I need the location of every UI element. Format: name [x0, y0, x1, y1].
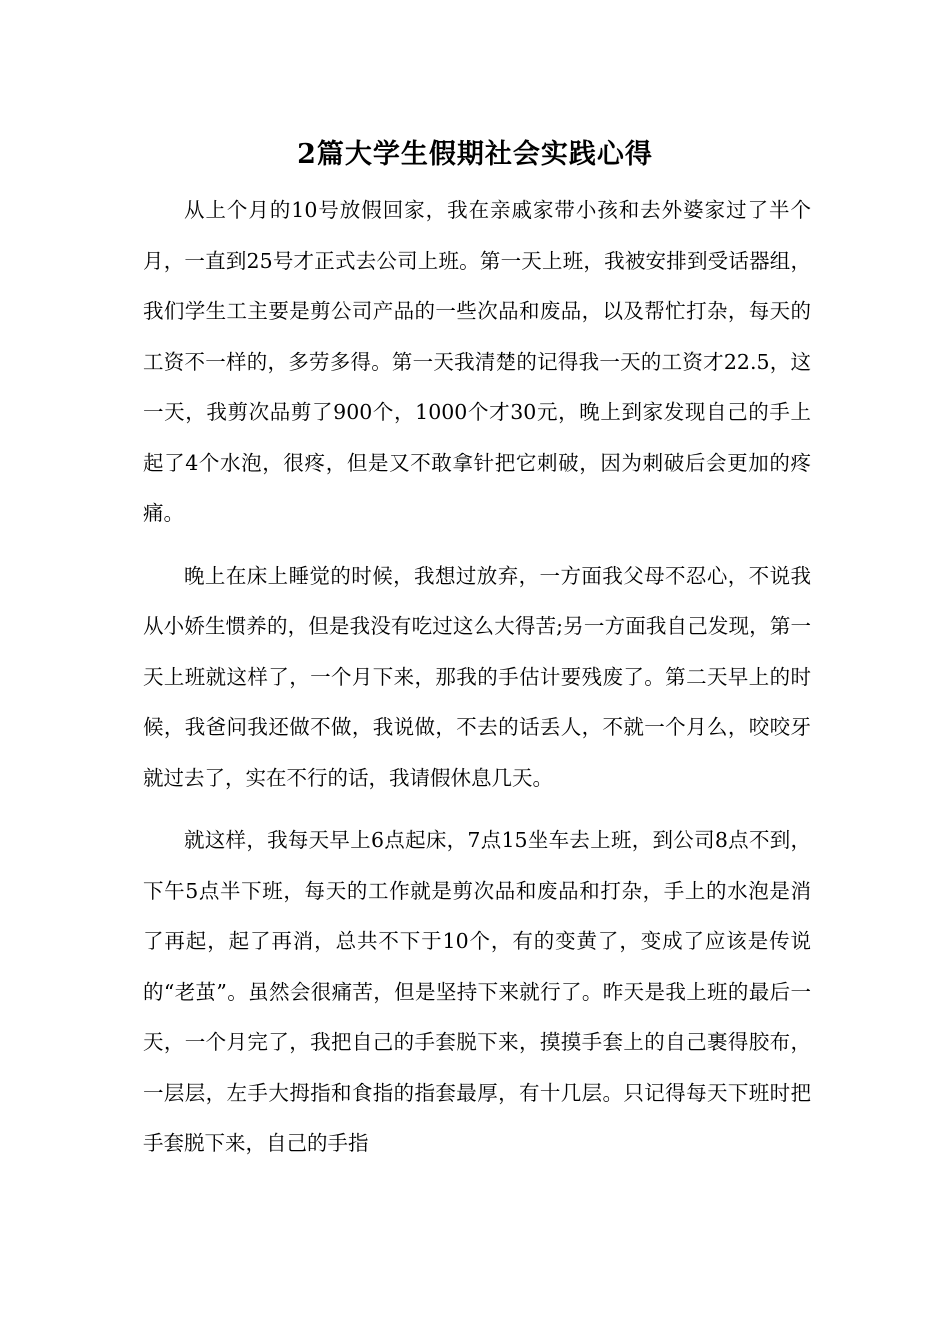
document-body [143, 185, 811, 1181]
paragraph-2: 晚上在床上睡觉的时候，我想过放弃，一方面我父母不忍心，不说我从小娇生惯养的，但是我没有吃过这么大得苦;另一方面我自己发现，第一天上班就这样了，一个月下来，那我的手估计要残废了。第二天早上的时候，我爸问我还做不做，我说做，不去的话丢人，不就一个月么，咬咬牙就过去了，实在不行的话，我请假休息几天。 [143, 563, 811, 790]
paragraph-3: 就这样，我每天早上6点起床，7点15坐车去上班，到公司8点不到，下午5点半下班，每天的工作就是剪次品和废品和打杂，手上的水泡是消了再起，起了再消，总共不下于10个，有的变黄了，变成了应该是传说的“老茧”。虽然会很痛苦，但是坚持下来就行了。昨天是我上班的最后一天，一个月完了，我把自己的手套脱下来，摸摸手套上的自己裹得胶布，一层层，左手大拇指和食指的指套最厚，有十几层。只记得每天下班时把手套脱下来，自己的手指 [143, 828, 811, 1155]
document-title: 2篇大学生假期社会实践心得 [297, 139, 653, 170]
paragraph-1: 从上个月的10号放假回家，我在亲戚家带小孩和去外婆家过了半个月，一直到25号才正式去公司上班。第一天上班，我被安排到受话器组，我们学生工主要是剪公司产品的一些次品和废品，以及帮忙打杂，每天的工资不一样的，多劳多得。第一天我清楚的记得我一天的工资才22.5，这一天，我剪次品剪了900个，1000个才30元，晚上到家发现自己的手上起了4个水泡，很疼，但是又不敢拿针把它刺破，因为刺破后会更加的疼痛。 [143, 198, 811, 525]
